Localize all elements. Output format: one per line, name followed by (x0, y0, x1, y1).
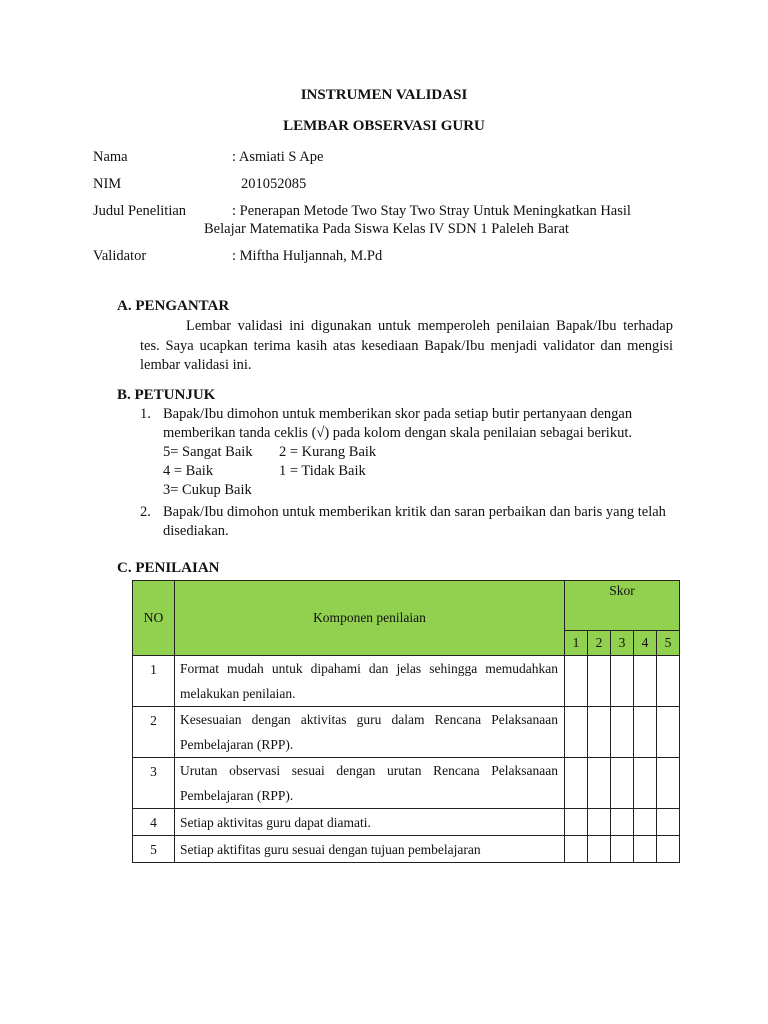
score-cell-3[interactable] (611, 809, 634, 836)
score-cell-4[interactable] (634, 809, 657, 836)
score-cell-3[interactable] (611, 656, 634, 707)
judul-value-line2: Belajar Matematika Pada Siswa Kelas IV SDN 1 Paleleh Barat (204, 221, 569, 237)
row-number: 3 (133, 758, 175, 809)
scale-row-2 (163, 463, 366, 480)
score-cell-5[interactable] (657, 836, 680, 863)
judul-label: Judul Penelitian (93, 203, 187, 219)
nama-value: : Asmiati S Ape (232, 149, 324, 165)
score-cell-2[interactable] (588, 836, 611, 863)
section-a-text: Lembar validasi ini digunakan untuk memperoleh penilaian Bapak/Ibu terhadap tes. Saya ucapkan terima kasih atas kesediaan Bapak/Ibu menjadi validator dan mengisi lembar validasi ini. (140, 318, 673, 373)
row-number: 4 (133, 809, 175, 836)
nim-value: 201052085 (241, 176, 307, 192)
row-komponen: Setiap aktivitas guru dapat diamati. (175, 809, 565, 836)
table-row (133, 836, 680, 863)
table-row (133, 758, 680, 809)
header-komponen: Komponen penilaian (175, 581, 565, 656)
score-cell-2[interactable] (588, 707, 611, 758)
scale-row-3 (163, 482, 252, 499)
row-number: 5 (133, 836, 175, 863)
nama-label: Nama (93, 149, 128, 165)
nim-label: NIM (93, 176, 122, 192)
score-cell-5[interactable] (657, 758, 680, 809)
row-komponen: Format mudah untuk dipahami dan jelas sehingga memudahkan melakukan penilaian. (175, 656, 565, 707)
score-cell-3[interactable] (611, 707, 634, 758)
section-c-heading: C. PENILAIAN (117, 560, 220, 576)
scale-2: 2 = Kurang Baik (279, 444, 377, 460)
score-cell-2[interactable] (588, 809, 611, 836)
score-cell-1[interactable] (565, 656, 588, 707)
document-title: INSTRUMEN VALIDASI (300, 87, 468, 103)
header-no: NO (133, 581, 175, 656)
assessment-table (132, 580, 680, 863)
scale-1: 1 = Tidak Baik (279, 463, 366, 479)
row-komponen: Urutan observasi sesuai dengan urutan Rencana Pelaksanaan Pembelajaran (RPP). (175, 758, 565, 809)
validator-label: Validator (93, 248, 147, 264)
score-cell-4[interactable] (634, 758, 657, 809)
score-cell-4[interactable] (634, 836, 657, 863)
scale-5: 5= Sangat Baik (163, 444, 253, 460)
instruction-text: Bapak/Ibu dimohon untuk memberikan skor pada setiap butir pertanyaan dengan memberikan tanda ceklis (√) pada kolom dengan skala penilaian sebagai berikut. (163, 406, 633, 442)
score-cell-3[interactable] (611, 836, 634, 863)
score-cell-5[interactable] (657, 809, 680, 836)
score-cell-5[interactable] (657, 707, 680, 758)
header-skor-5: 5 (657, 631, 680, 656)
row-number: 1 (133, 656, 175, 707)
table-row (133, 707, 680, 758)
row-komponen: Setiap aktifitas guru sesuai dengan tujuan pembelajaran (175, 836, 565, 863)
score-cell-2[interactable] (588, 758, 611, 809)
header-skor-4: 4 (634, 631, 657, 656)
row-number: 2 (133, 707, 175, 758)
instruction-text: Bapak/Ibu dimohon untuk memberikan kritik dan saran perbaikan dan baris yang telah disediakan. (163, 504, 666, 540)
scale-4: 4 = Baik (163, 463, 214, 479)
score-cell-1[interactable] (565, 836, 588, 863)
score-cell-4[interactable] (634, 707, 657, 758)
section-a-heading: A. PENGANTAR (117, 298, 230, 314)
header-skor-1: 1 (565, 631, 588, 656)
instruction-number: 1. (140, 406, 151, 422)
judul-value-line1: : Penerapan Metode Two Stay Two Stray Untuk Meningkatkan Hasil (232, 203, 631, 219)
instruction-number: 2. (140, 504, 151, 520)
row-komponen: Kesesuaian dengan aktivitas guru dalam Rencana Pelaksanaan Pembelajaran (RPP). (175, 707, 565, 758)
score-cell-1[interactable] (565, 707, 588, 758)
table-row (133, 809, 680, 836)
score-cell-5[interactable] (657, 656, 680, 707)
section-b-heading: B. PETUNJUK (117, 387, 216, 403)
score-cell-1[interactable] (565, 809, 588, 836)
document-subtitle: LEMBAR OBSERVASI GURU (283, 118, 485, 134)
table-row (133, 656, 680, 707)
header-skor-2: 2 (588, 631, 611, 656)
validator-value: : Miftha Huljannah, M.Pd (232, 248, 383, 264)
score-cell-1[interactable] (565, 758, 588, 809)
score-cell-2[interactable] (588, 656, 611, 707)
scale-row-1 (163, 444, 377, 461)
score-cell-3[interactable] (611, 758, 634, 809)
score-cell-4[interactable] (634, 656, 657, 707)
header-skor-3: 3 (611, 631, 634, 656)
header-skor: Skor (565, 581, 680, 631)
scale-3: 3= Cukup Baik (163, 482, 252, 498)
